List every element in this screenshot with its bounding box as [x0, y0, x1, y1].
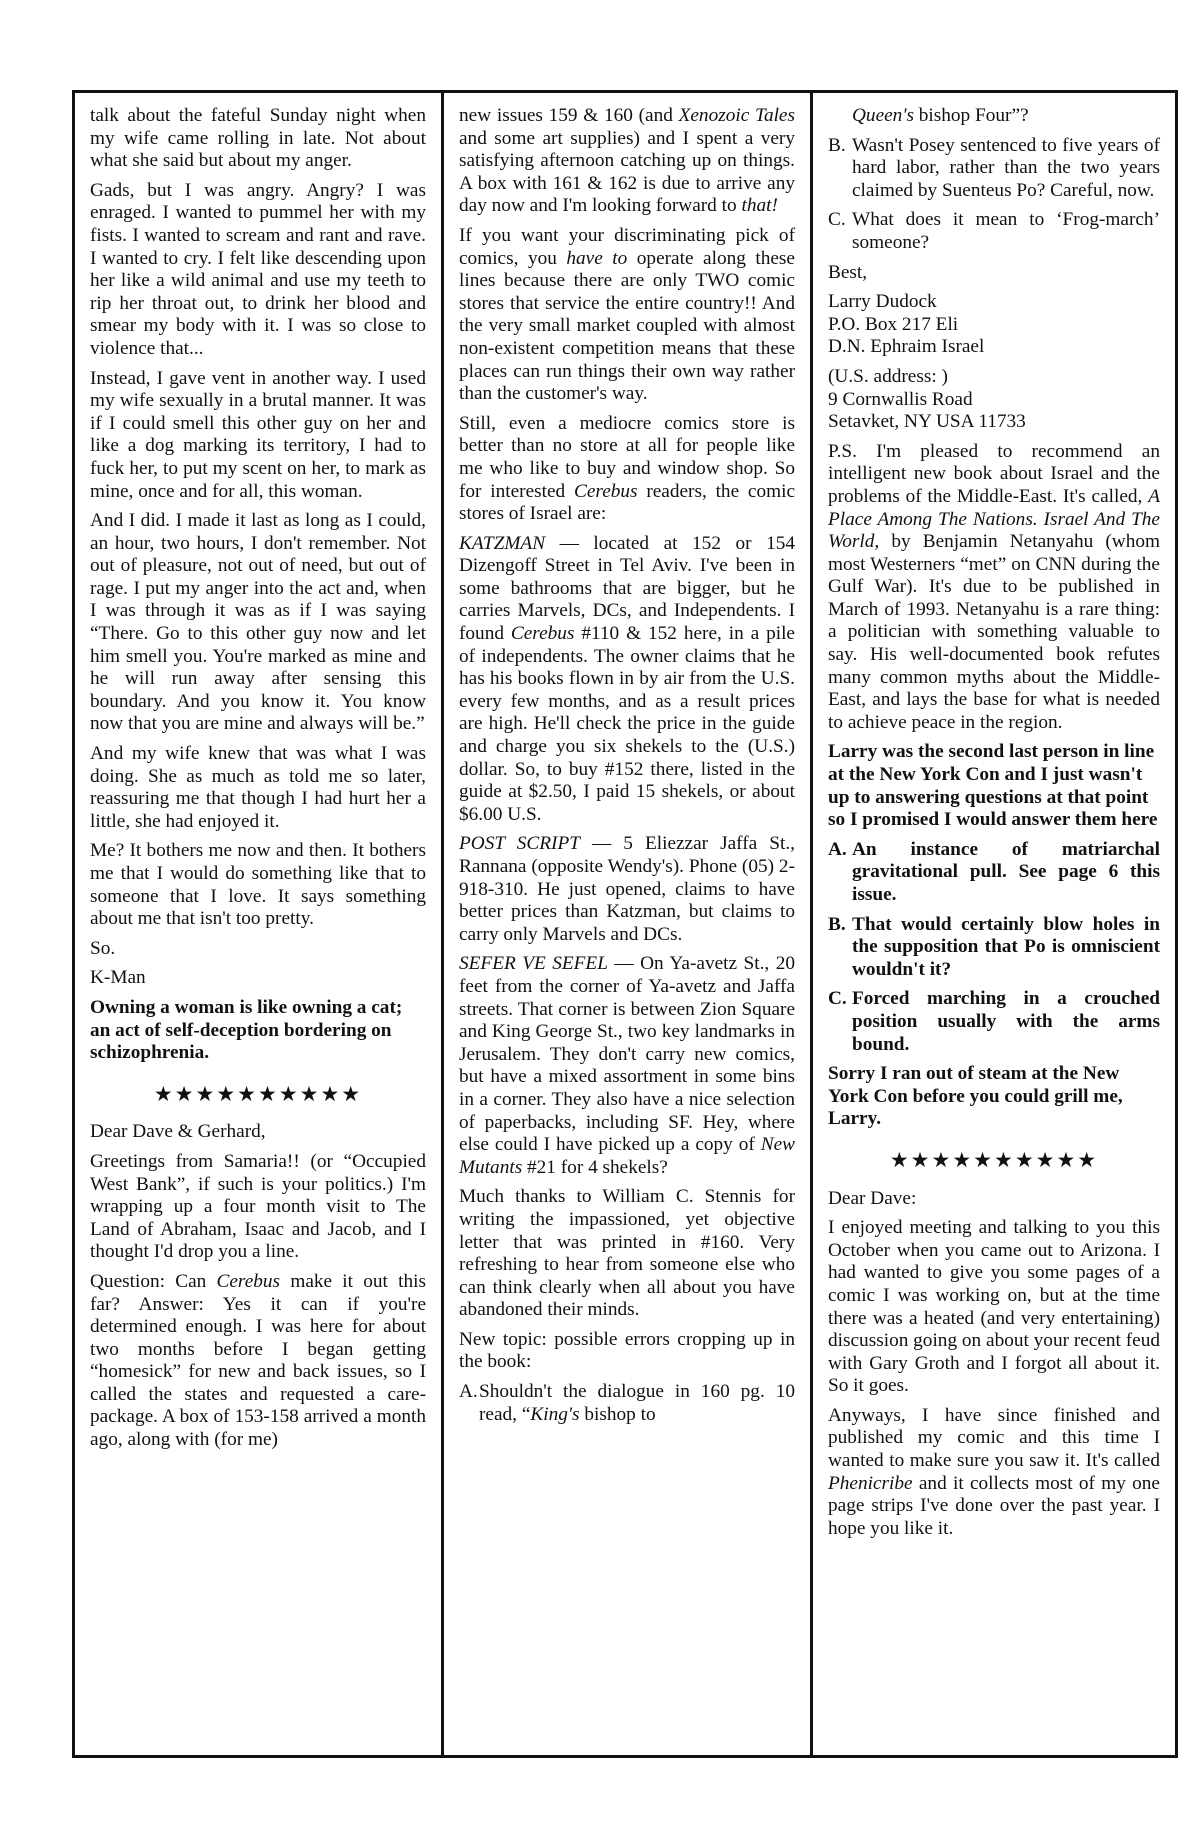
editor-reply: Larry was the second last person in line at the New York Con and I just wasn't up to answering questions at that point so I promised I would answer them here: [828, 741, 1158, 831]
address-block: [828, 291, 1160, 359]
salutation: Dear Dave:: [828, 1187, 917, 1209]
paragraph: Much thanks to William C. Stennis for writing the impassioned, yet objective letter that was printed in #160. Very refreshing to hear from someone else who can think clearly when all about you have abandoned their minds.: [459, 1186, 795, 1321]
salutation: Dear Dave & Gerhard,: [90, 1121, 266, 1143]
text: and it collects most of my one page strips I've done over the past year. I hope you like it.: [828, 1472, 1160, 1539]
star-divider: ★★★★★★★★★★: [153, 1081, 363, 1106]
store-name: KATZMAN: [459, 532, 546, 554]
store-post-script: [459, 833, 795, 946]
text: operate along these lines because there are only TWO comic stores that service the entire country!! And the very small market coupled with almost non-existent competition means that these places can run things their own way rather than the customer's way.: [459, 247, 795, 405]
editor-reply: Owning a woman is like owning a cat; an act of self-deception bordering on schizophrenia.: [90, 996, 403, 1064]
list-text: [479, 1381, 795, 1426]
us-address-block: [828, 366, 1160, 434]
list-text: An instance of matriarchal gravitational pull. See page 6 this issue.: [852, 838, 1160, 905]
column-3: [813, 93, 1175, 1755]
address-line: (U.S. address: ): [828, 365, 948, 387]
emphasis: that!: [741, 195, 778, 217]
text: readers, the comic stores of Israel are:: [459, 480, 796, 525]
error-item-c: [828, 209, 1160, 254]
closing: Best,: [828, 261, 868, 283]
paragraph: Instead, I gave vent in another way. I used my wife sexually in a brutal manner. It was if I could smell this other guy on her and like a dog marking its territory, I had to fuck her, to put my scent on her, to mark as mine, once and for all, this woman.: [90, 367, 426, 502]
title-italic: Phenicribe: [828, 1472, 913, 1494]
store-name: SEFER VE SEFEL: [459, 953, 608, 975]
error-item-b: [828, 135, 1160, 203]
paragraph: Greetings from Samaria!! (or “Occupied West Bank”, if such is your politics.) I'm wrapping up a four month visit to The Land of Abraham, Isaac and Jacob, and I thought I'd drop you a line.: [90, 1150, 426, 1263]
text: and some art supplies) and I spent a very satisfying afternoon catching up on things. A box with 161 & 162 is due to arrive any day now and I'm looking forward to: [459, 127, 795, 217]
paragraph: [90, 1271, 426, 1452]
paragraph: So.: [90, 937, 116, 959]
postscript: [828, 441, 1160, 735]
list-label: B.: [828, 134, 846, 156]
address-line: P.O. Box 217 Eli: [828, 313, 959, 335]
reply-item-b: [828, 914, 1160, 982]
address-line: Setavket, NY USA 11733: [828, 411, 1026, 433]
error-item-a: [459, 1381, 795, 1426]
list-text: Wasn't Posey sentenced to five years of hard labor, rather than the two years claimed by Suenteus Po? Careful, now.: [852, 134, 1160, 201]
paragraph: [459, 105, 795, 218]
title-italic: Cerebus: [510, 623, 575, 645]
signature: K-Man: [90, 967, 146, 989]
text: bishop to: [579, 1403, 656, 1425]
star-divider: ★★★★★★★★★★: [889, 1147, 1099, 1172]
text: — 5 Eliezzar Jaffa St., Rannana (opposite Wendy's). Phone (05) 2-918-310. He just opened, claims to have better prices than Katzman, but claims to carry only Marvels and DCs.: [459, 833, 795, 945]
list-text: That would certainly blow holes in the supposition that Po is omniscient wouldn't it?: [852, 913, 1160, 980]
title-italic: Cerebus: [573, 480, 638, 502]
text: new issues 159 & 160 (and: [459, 105, 679, 126]
emphasis: Queen's: [852, 105, 914, 126]
text: Still, even a mediocre comics store is better than no store at all for people like me who like to buy and window shop. So for interested: [459, 412, 795, 502]
paragraph: talk about the fateful Sunday night when my wife came rolling in late. Not about what she said but about my anger.: [90, 105, 426, 172]
paragraph: New topic: possible errors cropping up in the book:: [459, 1328, 795, 1373]
title-italic: New Mutants: [459, 1134, 795, 1178]
emphasis: have to: [566, 247, 628, 269]
reply-item-c: [828, 988, 1160, 1056]
list-continuation: [828, 105, 1160, 128]
text: — On Ya-avetz St., 20 feet from the corner of Ya-avetz and Jaffa streets. That corner is between Zion Square and King George St., two key landmarks in Jerusalem. They don't carry new comics, but have a mixed assortment in some bins in a corner. They also have a nice selection of paperbacks, including SF. Hey, where else could I have picked up a copy of: [459, 953, 795, 1156]
text: bishop Four”?: [913, 105, 1029, 126]
address-line: 9 Cornwallis Road: [828, 388, 973, 410]
store-sefer-ve-sefel: [459, 953, 795, 1179]
column-2: [444, 93, 810, 1755]
list-text: Forced marching in a crouched position usually with the arms bound.: [852, 988, 1160, 1055]
list-label: A.: [459, 1381, 478, 1403]
text: Question: Can: [90, 1270, 217, 1292]
address-line: D.N. Ephraim Israel: [828, 336, 985, 358]
text: If you want your discriminating pick of comics, you: [459, 224, 795, 269]
store-katzman: [459, 533, 795, 827]
paragraph: [828, 1405, 1160, 1541]
paragraph: [459, 413, 795, 526]
text: #21 for 4 shekels?: [522, 1156, 668, 1178]
letters-page: [72, 90, 1178, 1758]
list-label: A.: [828, 838, 847, 860]
paragraph: Gads, but I was angry. Angry? I was enraged. I wanted to pummel her with my fists. I wanted to scream and rant and rave. I wanted to cry. I felt like descending upon her like a wild animal and use my teeth to rip her throat out, to drink her blood and smear my body with it. I was so close to violence that...: [90, 179, 426, 359]
text: Anyways, I have since finished and published my comic and this time I wanted to make sure you saw it. It's called: [828, 1404, 1160, 1472]
paragraph: Me? It bothers me now and then. It bothers me that I would do something like that to someone that I love. It says something about me that isn't too pretty.: [90, 840, 426, 930]
book-title: A Place Among The Nations. Israel And The World,: [828, 485, 1160, 553]
title-italic: Xenozoic Tales: [678, 105, 795, 126]
list-label: C.: [828, 988, 847, 1010]
reply-item-a: [828, 839, 1160, 907]
text: P.S. I'm pleased to recommend an intelligent new book about Israel and the problems of the Middle-East. It's called,: [828, 440, 1160, 507]
paragraph: And my wife knew that was what I was doing. She as much as told me so later, reassuring me that though I had hurt her a little, she had enjoyed it.: [90, 743, 426, 832]
list-label: B.: [828, 913, 846, 935]
text: #110 & 152 here, in a pile of independents. The owner claims that he has his books flown in by air from the U.S. every few months, and as a result prices are high. He'll check the price in the guide and charge you six shekels to the (U.S.) dollar. So, to buy #152 there, listed in the guide at $2.50, I paid 15 shekels, or about $6.00 U.S.: [459, 623, 795, 825]
editor-reply: Sorry I ran out of steam at the New York Con before you could grill me, Larry.: [828, 1063, 1123, 1130]
paragraph: I enjoyed meeting and talking to you this October when you came out to Arizona. I had wanted to give you some pages of a comic I was working on, but at the time there was a heated (and very entertaining) discussion going on about your recent feud with Gary Groth and I forgot all about it. So it goes.: [828, 1217, 1160, 1397]
text: make it out this far? Answer: Yes it can if you're determined enough. I was here for about two months before I began getting “homesick” for new and back issues, so I called the states and requested a care-package. A box of 153-158 arrived a month ago, along with (for me): [90, 1270, 426, 1451]
paragraph: [459, 225, 795, 406]
list-label: C.: [828, 209, 846, 231]
store-name: POST SCRIPT: [459, 833, 580, 855]
emphasis: King's: [530, 1403, 580, 1425]
title-italic: Cerebus: [216, 1270, 281, 1292]
list-text: What does it mean to ‘Frog-march’ someone?: [852, 209, 1160, 253]
address-line: Larry Dudock: [828, 291, 937, 313]
column-1: [75, 93, 441, 1755]
text: — located at 152 or 154 Dizengoff Street in Tel Aviv. I've been in some bathrooms that are bigger, but he carries Marvels, DCs, and Independents. I found: [459, 532, 795, 645]
paragraph: And I did. I made it last as long as I could, an hour, two hours, I don't remember. Not out of pleasure, not out of need, but out of rage. I put my anger into the act and, when I was through it was as if I was saying “There. Go to this other guy now and let him smell you. You're marked as mine and he will run away after sensing this boundary. And you know it. You know now that you are mine and always will be.”: [90, 510, 426, 735]
text: Shouldn't the dialogue in 160 pg. 10 read, “: [479, 1381, 795, 1425]
text: by Benjamin Netanyahu (whom most Westerners “met” on CNN during the Gulf War). It's due to be published in March of 1993. Netanyahu is a rare thing: a politician with something valuable to say. His well-documented book refutes many common myths about the Middle-East, and lays the base for what is needed to achieve peace in the region.: [828, 531, 1160, 733]
